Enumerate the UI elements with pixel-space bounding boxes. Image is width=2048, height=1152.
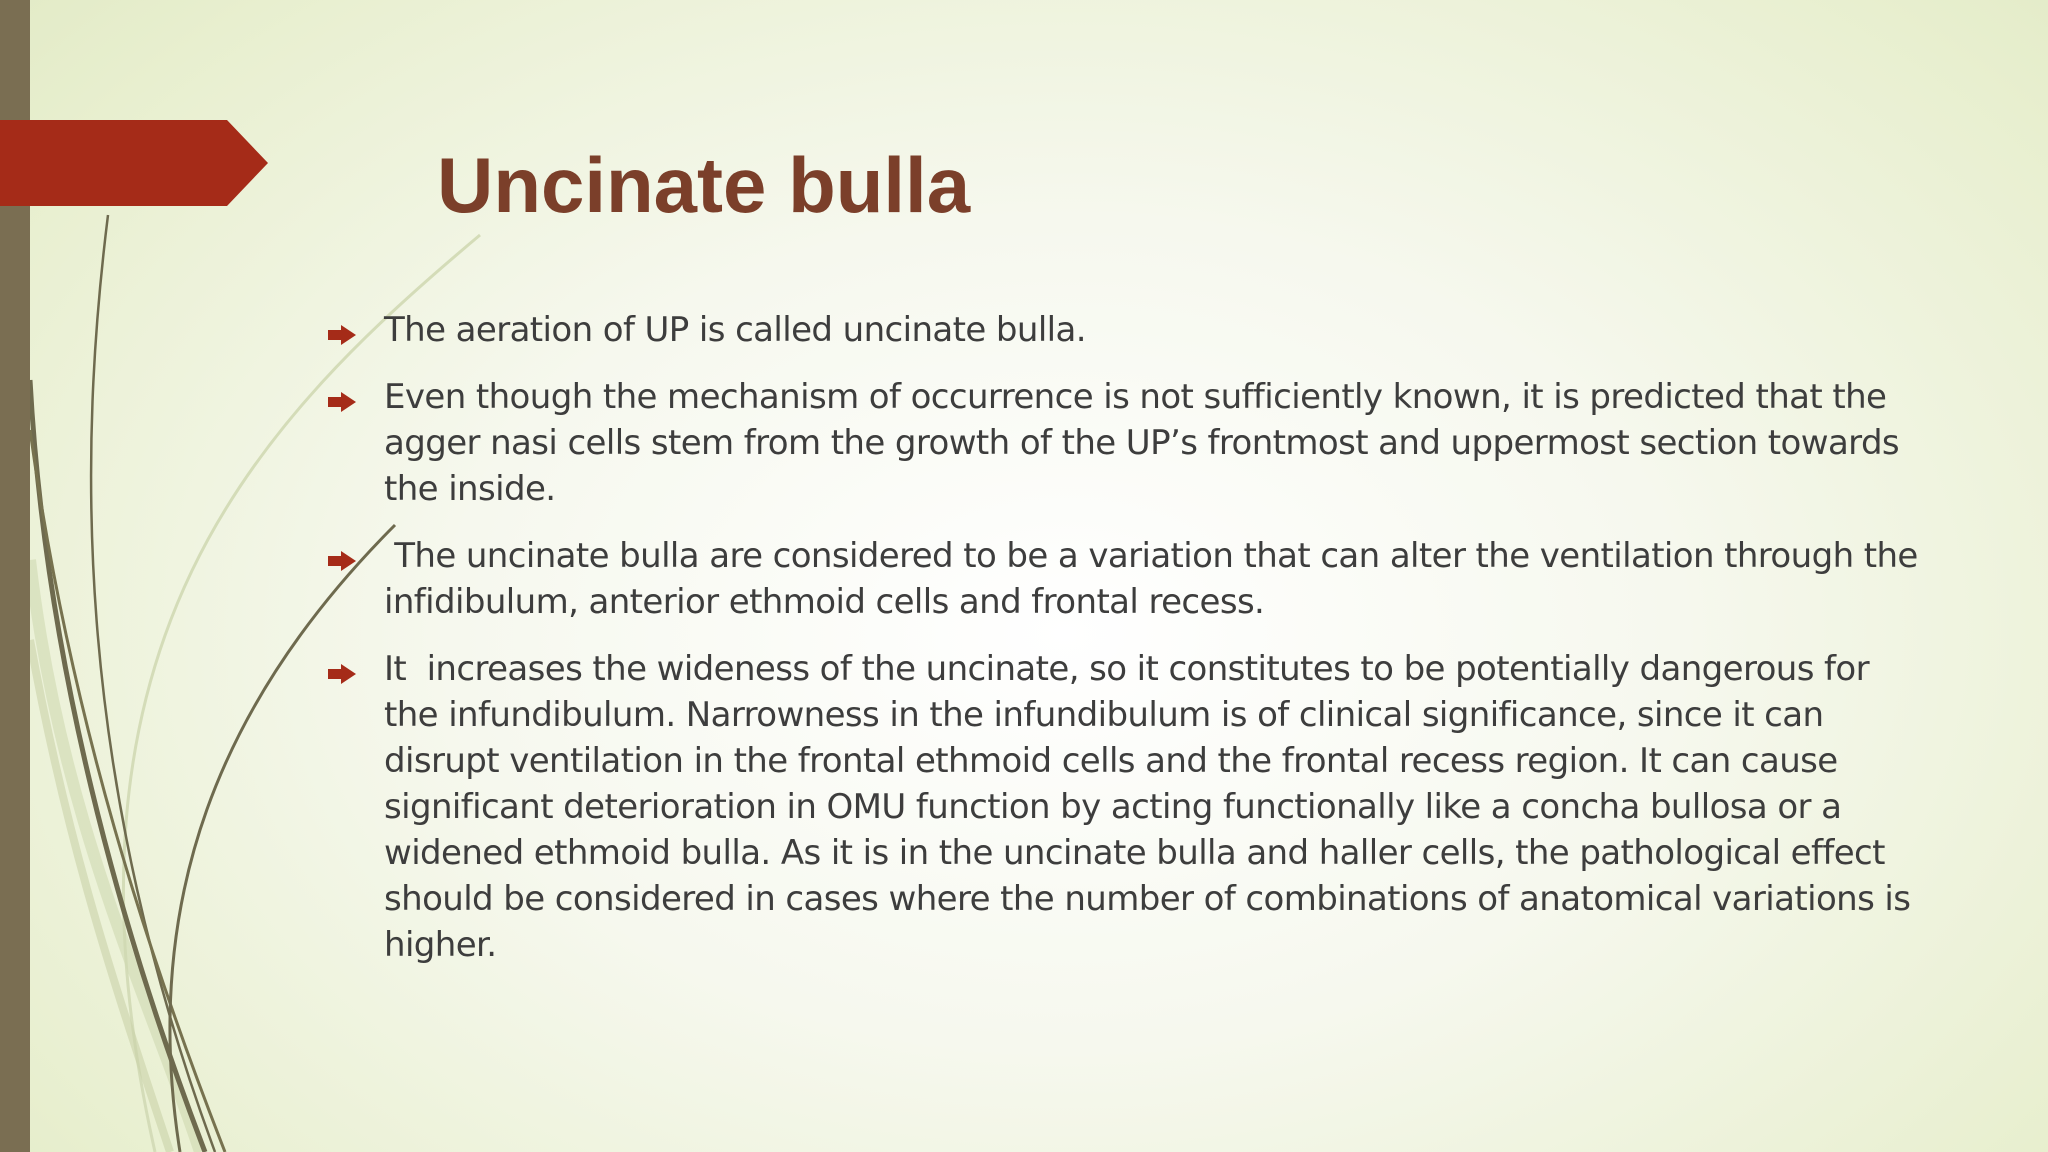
bullet-text: It increases the wideness of the uncinate, so it constitutes to be potentially dangerous for the infundibulum. Narrowness in the infundibulum is of clinical significance, since it can disrupt ventilation in the frontal ethmoid cells and the frontal recess region. It can cause significant deterioration in OMU function by acting functionally like a concha bullosa or a widened ethmoid bulla. As it is in the uncinate bulla and haller cells, the pathological effect should be considered in cases where the number of combinations of anatomical variations is higher. xyxy=(384,649,1921,965)
bullet-item xyxy=(322,374,1922,512)
bullet-item xyxy=(322,307,1922,353)
bullet-item xyxy=(322,533,1928,625)
arrow-bullet-icon xyxy=(327,392,357,412)
bullet-text: The aeration of UP is called uncinate bulla. xyxy=(384,310,1086,350)
arrow-bullet-icon xyxy=(327,551,357,571)
arrow-bullet-icon xyxy=(327,664,357,684)
bullet-text: The uncinate bulla are considered to be a variation that can alter the ventilation through the infidibulum, anterior ethmoid cells and frontal recess. xyxy=(384,536,1928,622)
bullet-list xyxy=(322,307,1928,989)
arrow-bullet-icon xyxy=(327,325,357,345)
bullet-text: Even though the mechanism of occurrence is not sufficiently known, it is predicted that the agger nasi cells stem from the growth of the UP’s frontmost and uppermost section towards the inside. xyxy=(384,377,1910,509)
title-arrow-shape xyxy=(0,120,270,206)
slide-title: Uncinate bulla xyxy=(437,141,971,229)
bullet-item xyxy=(322,646,1922,968)
